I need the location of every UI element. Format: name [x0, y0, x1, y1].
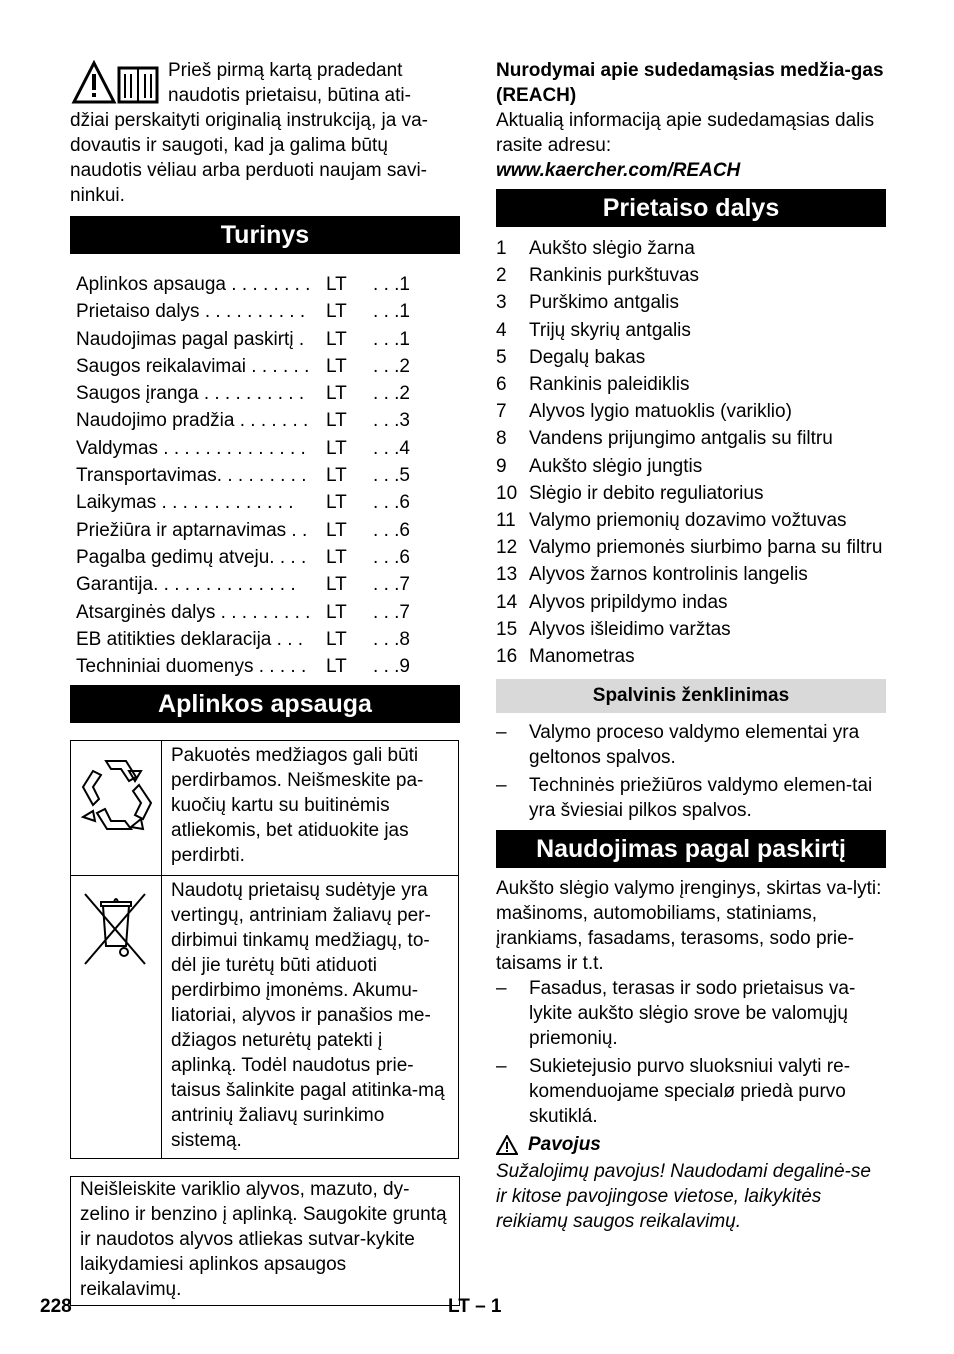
part-label: Valymo priemonės siurbimo þarna su filtru [529, 537, 883, 559]
part-item [496, 453, 886, 480]
part-item [496, 289, 886, 316]
part-number: 9 [496, 455, 507, 477]
part-number: 12 [496, 537, 518, 559]
part-label: Purškimo antgalis [529, 292, 679, 314]
usage-list [496, 976, 886, 1129]
left-column [70, 58, 460, 1306]
toc-entry-lang: LT [326, 546, 347, 568]
toc-entry-title: Laikymas . . . . . . . . . . . . . [76, 492, 294, 514]
toc-entry[interactable] [70, 489, 460, 516]
toc-entry[interactable] [70, 298, 460, 325]
part-item [496, 561, 886, 588]
part-item [496, 235, 886, 262]
toc-entry-lang: LT [326, 574, 347, 596]
part-number: 7 [496, 401, 507, 423]
toc-entry[interactable] [70, 271, 460, 298]
color-coding-list [496, 720, 886, 823]
part-number: 8 [496, 428, 507, 450]
parts-list [496, 235, 886, 670]
toc-entry-lang: LT [326, 410, 347, 432]
oil-notice: Neišleiskite variklio alyvos, mazuto, dy-zelino ir benzino į aplinką. Saugokite gruntą ir naudotos alyvos atliekas sutvar-kykite laikydamiesi aplinkos apsaugos reikalavimų. [70, 1176, 460, 1306]
toc-entry-lang: LT [326, 355, 347, 377]
part-number: 2 [496, 265, 507, 287]
recycle-cell [71, 741, 162, 876]
toc-entry-page: . . .7 [373, 601, 410, 623]
right-column [496, 58, 886, 1234]
part-number: 10 [496, 482, 518, 504]
toc-entry[interactable] [70, 462, 460, 489]
part-item [496, 262, 886, 289]
part-item [496, 344, 886, 371]
usage-heading: Naudojimas pagal paskirtį [496, 830, 886, 868]
part-number: 5 [496, 346, 507, 368]
list-item [496, 976, 886, 1051]
dash-bullet: – [496, 775, 507, 797]
toc-entry[interactable] [70, 380, 460, 407]
toc-entry[interactable] [70, 326, 460, 353]
toc-entry-lang: LT [326, 437, 347, 459]
part-item [496, 480, 886, 507]
footer-lang-page: LT – 1 [448, 1296, 502, 1317]
toc-entry-title: Saugos įranga . . . . . . . . . . [76, 383, 305, 405]
disposal-text: Naudotų prietaisų sudėtyje yra vertingų, antriniam žaliavų per-dirbimui tinkamų medžiagų, to-dėl jie turėtų būti atiduoti perdirbimo įmonėms. Akumu-liatoriai, alyvos ir panašios me-džiagos neturėtų patekti į aplinką. Todėl naudotus prie-taisus šalinkite pagal atitinka-mą antrinių žaliavų surinkimo sistemą. [162, 876, 459, 1159]
toc-entry-page: . . .8 [373, 628, 410, 650]
part-label: Slėgio ir debito reguliatorius [529, 482, 764, 504]
part-label: Alyvos žarnos kontrolinis langelis [529, 564, 808, 586]
toc-entry-title: Saugos reikalavimai . . . . . . [76, 355, 310, 377]
part-label: Degalų bakas [529, 346, 646, 368]
toc-entry-page: . . .3 [373, 410, 410, 432]
part-item [496, 317, 886, 344]
intro-line-2: naudotis prietaisu, būtina ati- [168, 85, 411, 106]
recycle-icon [71, 741, 161, 869]
toc-entry-page: . . .1 [373, 274, 410, 295]
dash-bullet: – [496, 1056, 507, 1078]
list-item [496, 773, 886, 823]
toc-entry-title: EB atitikties deklaracija . . . [76, 628, 304, 650]
toc-entry-page: . . .6 [373, 546, 410, 568]
part-item [496, 371, 886, 398]
parts-heading: Prietaiso dalys [496, 189, 886, 227]
toc-entry[interactable] [70, 353, 460, 380]
toc-entry-title: Transportavimas. . . . . . . . . [76, 465, 307, 487]
part-number: 14 [496, 591, 518, 613]
packaging-text: Pakuotės medžiagos gali būti perdirbamos. Neišmeskite pa-kuočių kartu su buitinėmis atliekomis, bet atiduokite jas perdirbti. [162, 741, 459, 876]
part-item [496, 534, 886, 561]
part-item [496, 643, 886, 670]
page-number: 228 [40, 1296, 72, 1317]
reach-heading: Nurodymai apie sudedamąsias medžia-gas (REACH) [496, 60, 884, 106]
toc-entry-page: . . .6 [373, 519, 410, 541]
part-label: Valymo priemonių dozavimo vožtuvas [529, 510, 847, 532]
toc-entry-lang: LT [326, 301, 347, 323]
toc-entry-lang: LT [326, 519, 347, 541]
part-number: 16 [496, 646, 518, 668]
list-item-text: Fasadus, terasas ir sodo prietaisus va-lykite aukšto slėgio srove be valomųjų priemonių. [529, 978, 856, 1050]
part-item [496, 507, 886, 534]
part-number: 6 [496, 374, 507, 396]
part-number: 11 [496, 510, 516, 532]
toc-entry-title: Naudojimas pagal paskirtį . [76, 328, 305, 350]
list-item [496, 1054, 886, 1129]
intro-line-1: Prieš pirmą kartą pradedant [168, 60, 403, 81]
part-number: 4 [496, 319, 507, 341]
part-label: Alyvos lygio matuoklis (variklio) [529, 401, 792, 423]
usage-text: Aukšto slėgio valymo įrenginys, skirtas va-lyti: mašinoms, automobiliams, statiniams, įrankiams, fasadams, terasoms, sodo prie-taisams ir t.t. [496, 878, 882, 975]
toc-entry[interactable] [70, 407, 460, 434]
part-number: 3 [496, 292, 507, 314]
toc-entry-page: . . .2 [373, 383, 410, 405]
toc-entry-lang: LT [326, 656, 347, 678]
toc-entry-title: Techniniai duomenys . . . . . [76, 656, 307, 678]
part-number: 15 [496, 618, 518, 640]
part-item [496, 616, 886, 643]
toc-entry[interactable] [70, 626, 460, 653]
warning-manual-icon [70, 60, 162, 106]
crossed-bin-icon [71, 876, 161, 996]
toc-entry-page: . . .1 [373, 328, 410, 350]
part-label: Rankinis purkštuvas [529, 265, 700, 287]
intro-notice [70, 58, 460, 208]
toc-entry-title: Aplinkos apsauga . . . . . . . . [76, 274, 311, 295]
part-number: 1 [496, 238, 507, 259]
warning-icon [496, 1135, 518, 1155]
part-label: Manometras [529, 646, 635, 668]
toc-entry-lang: LT [326, 601, 347, 623]
toc-entry-lang: LT [326, 628, 347, 650]
environment-table [70, 740, 459, 1159]
toc-entry-page: . . .4 [373, 437, 410, 459]
reach-text: Aktualią informaciją apie sudedamąsias dalis rasite adresu: [496, 110, 875, 156]
toc-entry-title: Garantija. . . . . . . . . . . . . . [76, 574, 296, 596]
danger-text: Sužalojimų pavojus! Naudodami degalinė-se ir kitose pavojingose vietose, laikykitės reikiamų saugos reikalavimų. [496, 1161, 871, 1233]
toc-list [70, 271, 460, 680]
toc-entry[interactable] [70, 653, 460, 680]
intro-text: džiai perskaityti originalią instrukciją, ja va-dovautis ir saugoti, kad ja galima būtų naudotis vėliau arba perduoti naujam savi-ninkui. [70, 110, 428, 206]
list-item-text: Valymo proceso valdymo elementai yra geltonos spalvos. [529, 722, 860, 769]
toc-entry-page: . . .2 [373, 355, 410, 377]
reach-url[interactable]: www.kaercher.com/REACH [496, 160, 741, 181]
list-item-text: Techninės priežiūros valdymo elemen-tai yra šviesiai pilkos spalvos. [529, 775, 873, 822]
toc-entry[interactable] [70, 599, 460, 626]
toc-heading: Turinys [70, 216, 460, 254]
toc-entry-title: Naudojimo pradžia . . . . . . . [76, 410, 309, 432]
toc-entry-lang: LT [326, 274, 347, 295]
part-label: Rankinis paleidiklis [529, 374, 690, 396]
toc-entry-page: . . .9 [373, 656, 410, 678]
toc-entry-title: Pagalba gedimų atveju. . . . [76, 546, 307, 568]
danger-title [496, 1132, 886, 1157]
part-item [496, 398, 886, 425]
toc-entry[interactable] [70, 517, 460, 544]
toc-entry[interactable] [70, 571, 460, 598]
toc-entry-title: Valdymas . . . . . . . . . . . . . . [76, 437, 306, 459]
toc-entry[interactable] [70, 435, 460, 462]
bin-cell [71, 876, 162, 1159]
toc-entry-page: . . .5 [373, 465, 410, 487]
part-label: Trijų skyrių antgalis [529, 319, 691, 341]
danger-title-text: Pavojus [528, 1134, 601, 1156]
dash-bullet: – [496, 978, 507, 1000]
toc-entry-title: Prietaiso dalys . . . . . . . . . . [76, 301, 306, 323]
list-item-text: Sukietejusio purvo sluoksniui valyti re-komenduojame specialø priedà purvo skutiklá. [529, 1056, 851, 1128]
toc-entry-page: . . .7 [373, 574, 410, 596]
toc-entry-lang: LT [326, 465, 347, 487]
part-label: Alyvos pripildymo indas [529, 591, 728, 613]
toc-entry-page: . . .6 [373, 492, 410, 514]
toc-entry-title: Atsarginės dalys . . . . . . . . . [76, 601, 311, 623]
part-label: Aukšto slėgio jungtis [529, 455, 703, 477]
environment-heading: Aplinkos apsauga [70, 685, 460, 723]
part-item [496, 425, 886, 452]
part-number: 13 [496, 564, 518, 586]
part-label: Vandens prijungimo antgalis su filtru [529, 428, 833, 450]
list-item [496, 720, 886, 770]
part-label: Alyvos išleidimo varžtas [529, 618, 731, 640]
color-coding-heading: Spalvinis ženklinimas [496, 679, 886, 713]
toc-entry-lang: LT [326, 383, 347, 405]
toc-entry-lang: LT [326, 492, 347, 514]
dash-bullet: – [496, 722, 507, 744]
toc-entry-page: . . .1 [373, 301, 410, 323]
part-label: Aukšto slėgio žarna [529, 238, 695, 259]
toc-entry-lang: LT [326, 328, 347, 350]
toc-entry-title: Priežiūra ir aptarnavimas . . [76, 519, 308, 541]
toc-entry[interactable] [70, 544, 460, 571]
part-item [496, 589, 886, 616]
